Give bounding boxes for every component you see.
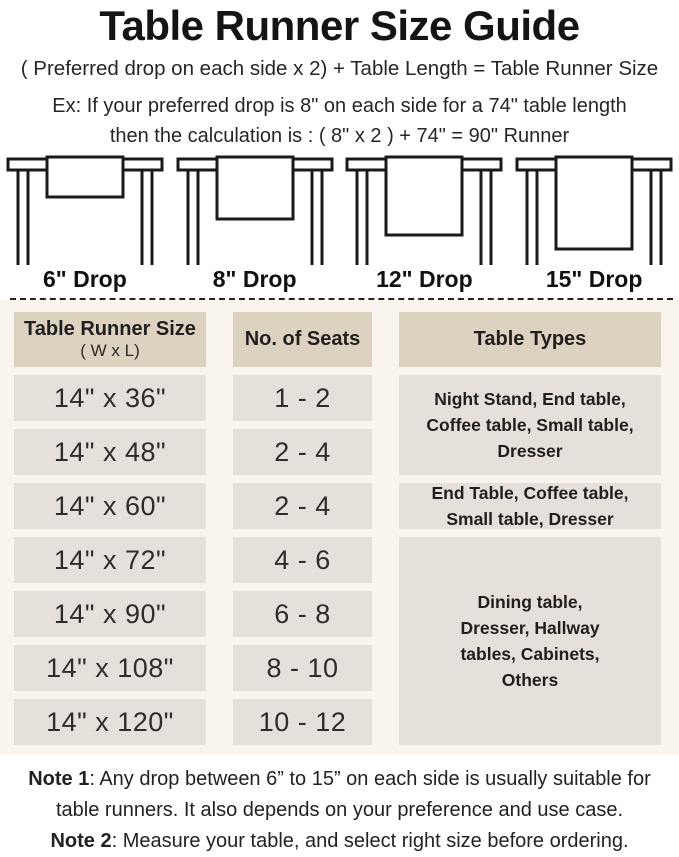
table-types-cell-rows-4-7: Dining table, Dresser, Hallway tables, Cabinets, Others bbox=[399, 537, 661, 745]
header-runner-size: Table Runner Size ( W x L) bbox=[14, 312, 206, 367]
drop-label: 6" Drop bbox=[43, 265, 127, 292]
table-diagram-icon bbox=[510, 155, 678, 265]
table-diagram-icon bbox=[171, 155, 339, 265]
drop-illustrations-row bbox=[0, 155, 679, 292]
seats-cell: 8 - 10 bbox=[233, 645, 372, 691]
table-diagram-icon bbox=[340, 155, 508, 265]
runner-size-cell: 14" x 90" bbox=[14, 591, 206, 637]
runner-size-cell: 14" x 120" bbox=[14, 699, 206, 745]
illustration-15in-drop bbox=[509, 155, 679, 292]
drop-label: 15" Drop bbox=[545, 265, 643, 292]
illustration-6in-drop bbox=[0, 155, 170, 292]
seats-cell: 2 - 4 bbox=[233, 429, 372, 475]
note-1: Note 1: Any drop between 6” to 15” on each side is usually suitable for table runners. It also depends on your preference and use case. bbox=[28, 768, 651, 822]
runner-size-cell: 14" x 72" bbox=[14, 537, 206, 583]
example-line-1: Ex: If your preferred drop is 8" on each side for a 74" table length bbox=[52, 94, 627, 117]
runner-size-cell: 14" x 60" bbox=[14, 483, 206, 529]
drop-label: 8" Drop bbox=[212, 265, 297, 292]
table-diagram-icon bbox=[1, 155, 169, 265]
drop-label: 12" Drop bbox=[376, 265, 473, 292]
size-table bbox=[0, 300, 679, 755]
table-types-cell-row-3: End Table, Coffee table, Small table, Dresser bbox=[399, 483, 661, 529]
heading-block bbox=[0, 0, 679, 151]
size-table-panel bbox=[0, 300, 679, 755]
illustration-12in-drop bbox=[340, 155, 510, 292]
runner-size-cell: 14" x 48" bbox=[14, 429, 206, 475]
seats-cell: 2 - 4 bbox=[233, 483, 372, 529]
seats-cell: 6 - 8 bbox=[233, 591, 372, 637]
header-no-of-seats: No. of Seats bbox=[233, 312, 372, 367]
seats-cell: 10 - 12 bbox=[233, 699, 372, 745]
runner-size-cell: 14" x 108" bbox=[14, 645, 206, 691]
note-2: Note 2: Measure your table, and select right size before ordering. bbox=[50, 830, 629, 853]
runner-size-cell: 14" x 36" bbox=[14, 375, 206, 421]
notes-block bbox=[0, 755, 679, 857]
formula-text: ( Preferred drop on each side x 2) + Table Length = Table Runner Size bbox=[20, 57, 659, 81]
header-table-types: Table Types bbox=[399, 312, 661, 367]
illustration-8in-drop bbox=[170, 155, 340, 292]
seats-cell: 1 - 2 bbox=[233, 375, 372, 421]
example-line-2: then the calculation is : ( 8" x 2 ) + 74" = 90" Runner bbox=[109, 124, 570, 147]
page-title: Table Runner Size Guide bbox=[99, 2, 580, 49]
table-types-cell-rows-1-2: Night Stand, End table, Coffee table, Small table, Dresser bbox=[399, 375, 661, 475]
seats-cell: 4 - 6 bbox=[233, 537, 372, 583]
